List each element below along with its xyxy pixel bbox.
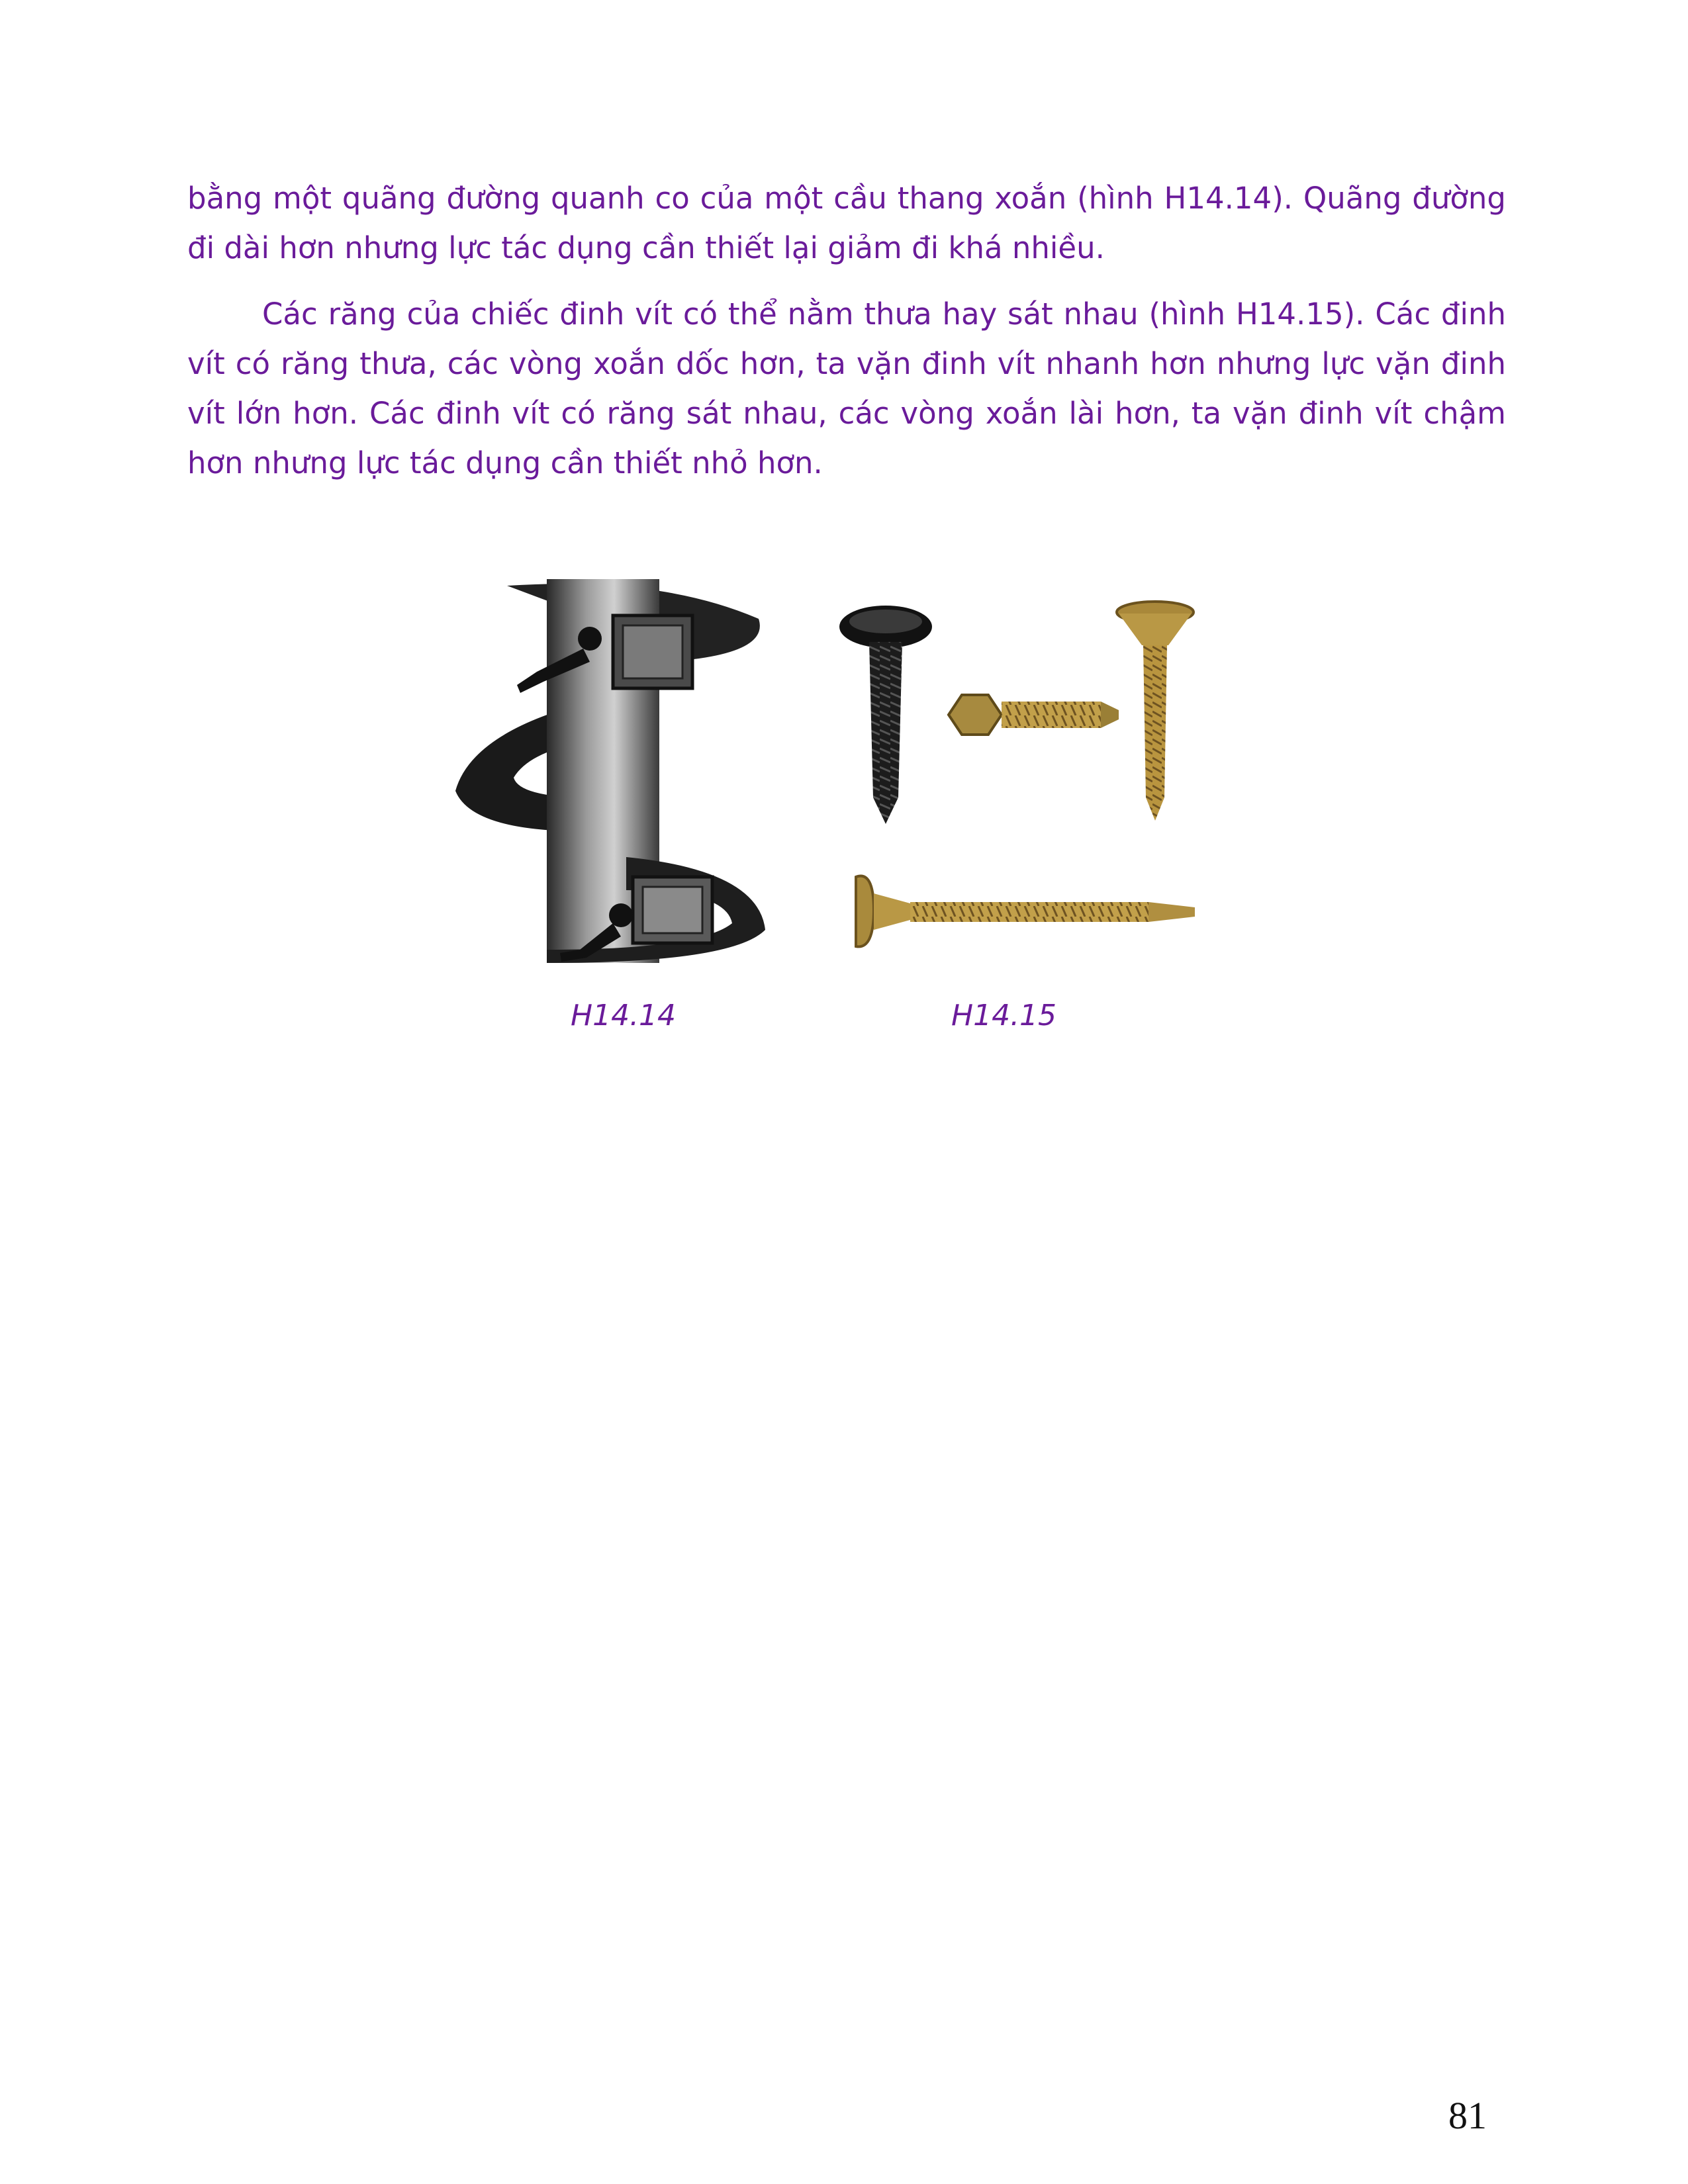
page-number: 81 — [1448, 2094, 1487, 2137]
figure-caption-h14-14: H14.14 — [571, 999, 677, 1032]
paragraph-2: Các răng của chiếc đinh vít có thể nằm thưa hay sát nhau (hình H14.15). Các đinh vít có răng thưa, các vòng xoắn dốc hơn, ta vặn đinh vít nhanh hơn nhưng lực vặn đinh vít lớn hơn. Các đinh vít có răng sát nhau, các vòng xoắn lài hơn, ta vặn đinh vít chậm hơn nhưng lực tác dụng cần thiết nhỏ hơn. — [187, 296, 1506, 480]
figure-screws — [837, 599, 1215, 960]
long-gold-screw-icon — [856, 876, 1195, 947]
paragraph-1: bằng một quãng đường quanh co của một cầu thang xoắn (hình H14.14). Quãng đường đi dài hơn nhưng lực tác dụng cần thiết lại giảm đi khá nhiều. — [187, 181, 1506, 265]
figure-caption-h14-15: H14.15 — [951, 999, 1057, 1032]
hex-head-screw-icon — [949, 695, 1119, 735]
figure-spiral-staircase — [447, 579, 778, 963]
gold-flathead-screw-icon — [1117, 602, 1194, 821]
black-screw-icon — [839, 606, 932, 824]
